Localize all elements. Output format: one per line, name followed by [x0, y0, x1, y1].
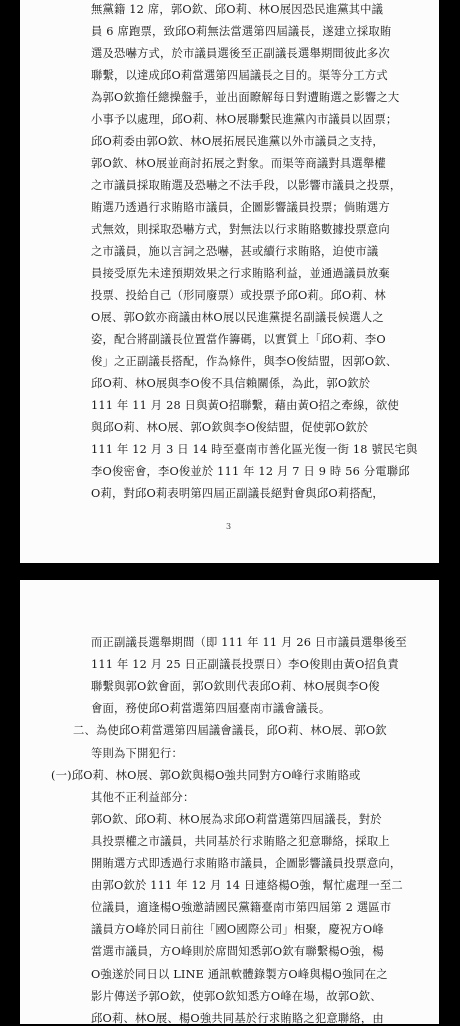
page2-text-line: 當選市議員，方O峰則於席間知悉郭O欽有聯繫楊O強，楊	[91, 945, 384, 958]
page-number: 3	[226, 522, 232, 531]
page2-text-line: (一)邱O莉、林O展、郭O欽與楊O強共同對方O峰行求賄賂或	[51, 769, 361, 782]
page2-text-line: O強遂於同日以 LINE 通訊軟體錄製方O峰與楊O強同在之	[91, 968, 388, 981]
page1-text-line: O展、郭O欽亦商議由林O展以民進黨提名副議長候選人之	[91, 311, 384, 324]
page1-text-line: 賄選乃透過行求賄賂市議員，企圖影響議員投票；倘賄選方	[91, 201, 390, 214]
page2-text-line: 聯繫與郭O欽會面，郭O欽則代表邱O莉、林O展與李O俊	[91, 680, 380, 693]
document-page-2	[20, 580, 439, 1024]
page2-text-line: 位議員，適逢楊O強邀請國民黨籍臺南市第四屆第 2 選區市	[91, 901, 392, 914]
page2-text-line: 邱O莉、林O展、楊O強共同基於行求賄賂之犯意聯絡，由	[91, 1012, 384, 1025]
page1-text-line: 員 6 席跑票，致邱O莉無法當選第四屆議長，遂建立採取賄	[91, 25, 392, 38]
page1-text-line: 與邱O莉、林O展、郭O欽與李O俊結盟，促使郭O欽於	[91, 421, 369, 434]
page1-text-line: 員接受原先未達預期效果之行求賄賂利益，並通過議員放棄	[91, 267, 390, 280]
page1-text-line: 之市議員，施以言詞之恐嚇，甚或續行求賄賂，迫使市議	[91, 245, 379, 258]
page1-text-line: 為郭O欽擔任總操盤手，並出面瞭解每日對遭賄選之影響之大	[91, 91, 400, 104]
page1-text-line: 之市議員採取賄選及恐嚇之不法手段，以影響市議員之投票，	[91, 179, 402, 192]
page1-text-line: 選及恐嚇方式，於市議員選後至正副議長選舉期間彼此多次	[91, 47, 390, 60]
page1-text-line: 聯繫，以達成邱O莉當選第四屆議長之目的。渠等分工方式	[91, 69, 388, 82]
page2-text-line: 二、為使邱O莉當選第四屆議會議長，邱O莉、林O展、郭O欽	[73, 724, 387, 737]
page1-text-line: 111 年 12 月 3 日 14 時至臺南市善化區光復一街 18 號民宅與	[91, 443, 418, 456]
page1-text-line: 111 年 11 月 28 日與黃O招聯繫，藉由黃O招之牽線，欲使	[91, 399, 400, 412]
page1-text-line: 無黨籍 12 席，郭O欽、邱O莉、林O展因恐民進黨其中議	[91, 3, 384, 16]
page1-text-line: 郭O欽、林O展並商討拓展之對象。而渠等商議對具選舉權	[91, 157, 386, 170]
page2-text-line: 開賄選方式即透過行求賄賂市議員，企圖影響議員投票意向，	[91, 857, 402, 870]
page1-text-line: 邱O莉、林O展與李O俊不具信賴關係，為此，郭O欽於	[91, 377, 371, 390]
page1-text-line: 小事予以處理，邱O莉、林O展聯繫民進黨內市議員以固票；	[91, 113, 398, 126]
page1-text-line: 投票、投給自己（形同廢票）或投票予邱O莉。邱O莉、林	[91, 289, 386, 302]
document-page-1	[20, 0, 439, 563]
page2-text-line: 會面，務使邱O莉當選第四屆臺南市議會議長。	[91, 702, 331, 715]
page1-text-line: 李O俊密會，李O俊並於 111 年 12 月 7 日 9 時 56 分電聯邱	[91, 465, 410, 478]
page1-text-line: 式無效，則採取恐嚇方式，對無法以行求賄賂數據投票意向	[91, 223, 390, 236]
page1-text-line: O莉，對邱O莉表明第四屆正副議長絕對會與邱O莉搭配，	[91, 487, 384, 500]
page1-text-line: 姿，配合將副議長位置當作籌碼，以實質上「邱O莉、李O	[91, 333, 386, 346]
page2-text-line: 由郭O欽於 111 年 12 月 14 日連絡楊O強，幫忙處理一至二	[91, 879, 403, 892]
page1-text-line: 俊」之正副議長搭配，作為條件，與李O俊結盟，因郭O欽、	[91, 355, 398, 368]
page2-text-line: 而正副議長選舉期間（即 111 年 11 月 26 日市議員選舉後至	[91, 636, 407, 649]
page2-text-line: 郭O欽、邱O莉、林O展為求邱O莉當選第四屆議長，對於	[91, 813, 382, 826]
page1-text-line: 邱O莉委由郭O欽、林O展拓展民進黨以外市議員之支持，	[91, 135, 384, 148]
page2-text-line: 其他不正利益部分：	[91, 791, 195, 804]
page2-text-line: 等則為下開犯行：	[91, 747, 183, 760]
page2-text-line: 影片傳送予郭O欽，使郭O欽知悉方O峰在場，故郭O欽、	[91, 990, 382, 1003]
page2-text-line: 111 年 12 月 25 日正副議長投票日）李O俊則由黃O招負責	[91, 658, 400, 671]
page2-text-line: 議員方O峰於同日前往「國O國際公司」相聚，慶祝方O峰	[91, 923, 384, 936]
page2-text-line: 具投票權之市議員，共同基於行求賄賂之犯意聯絡，採取上	[91, 835, 390, 848]
